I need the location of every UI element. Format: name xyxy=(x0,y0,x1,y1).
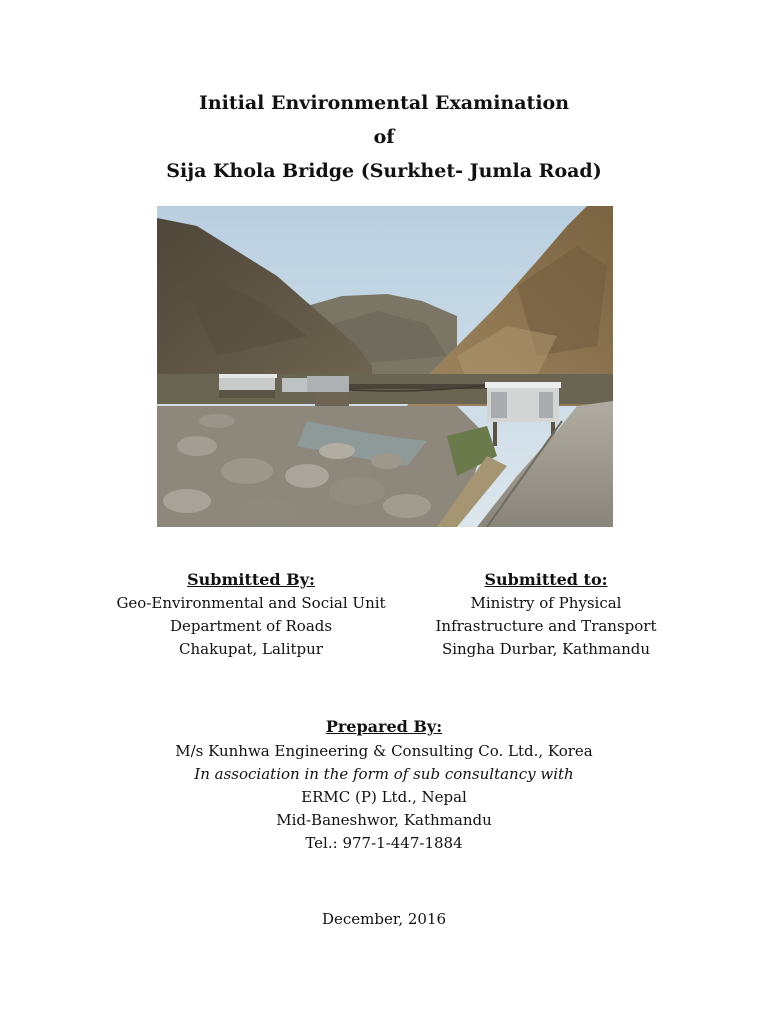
prepared-by-address: Mid-Baneshwor, Kathmandu xyxy=(276,811,492,829)
building-left-1 xyxy=(219,376,275,390)
prepared-by-partner: ERMC (P) Ltd., Nepal xyxy=(301,788,467,806)
prepared-by-block xyxy=(0,714,768,855)
submitted-by-heading: Submitted By: xyxy=(187,570,315,589)
submitted-to-heading: Submitted to: xyxy=(484,570,608,589)
prepared-by-company: M/s Kunhwa Engineering & Consulting Co. Ltd., Korea xyxy=(175,742,593,760)
title-line-2: of xyxy=(373,126,395,148)
valley-photo-illustration xyxy=(157,206,613,527)
submitted-to-line-2: Infrastructure and Transport xyxy=(435,617,657,635)
submitted-by-line-1: Geo-Environmental and Social Unit xyxy=(116,594,386,612)
document-title xyxy=(0,86,768,188)
document-date: December, 2016 xyxy=(321,910,447,928)
submitted-by-line-2: Department of Roads xyxy=(169,617,333,635)
submitted-to-block xyxy=(410,568,682,661)
prepared-by-phone: Tel.: 977-1-447-1884 xyxy=(305,834,463,852)
submitted-by-block xyxy=(96,568,406,661)
cover-photo xyxy=(157,206,613,527)
prepared-by-heading: Prepared By: xyxy=(325,717,443,736)
submitted-to-line-3: Singha Durbar, Kathmandu xyxy=(441,640,651,658)
submitted-to-line-1: Ministry of Physical xyxy=(470,594,622,612)
submitted-by-line-3: Chakupat, Lalitpur xyxy=(179,640,323,658)
title-line-1: Initial Environmental Examination xyxy=(198,92,570,114)
title-line-3: Sija Khola Bridge (Surkhet- Jumla Road) xyxy=(166,160,602,182)
prepared-by-association: In association in the form of sub consultancy with xyxy=(194,765,574,783)
